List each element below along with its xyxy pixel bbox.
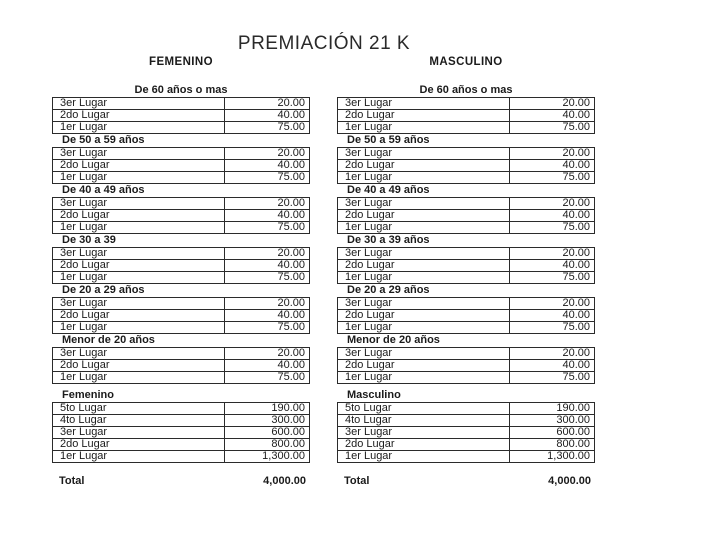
age-section-header: De 40 a 49 años [347,184,430,196]
prize-row [53,310,310,322]
prize-row [53,172,310,184]
prize-label: 3er Lugar [338,198,510,210]
prize-amount: 20.00 [225,348,310,360]
prize-label: 3er Lugar [53,248,225,260]
prize-label: 3er Lugar [53,98,225,110]
prize-amount: 75.00 [510,272,595,284]
prize-amount: 40.00 [510,310,595,322]
prize-table [337,147,595,184]
prize-amount: 20.00 [225,98,310,110]
prize-amount: 20.00 [510,198,595,210]
prize-label: 2do Lugar [338,210,510,222]
prize-amount: 20.00 [225,198,310,210]
prize-row [53,403,310,415]
prize-row [53,298,310,310]
prize-amount: 75.00 [225,322,310,334]
prize-row [338,198,595,210]
age-section-header: Menor de 20 años [347,334,440,346]
gender-label: FEMENINO [149,56,213,68]
prize-label: 2do Lugar [338,439,510,451]
prize-label: 3er Lugar [53,298,225,310]
prize-table [337,297,595,334]
prize-row [53,372,310,384]
prize-row [338,439,595,451]
prize-label: 2do Lugar [53,439,225,451]
prize-amount: 20.00 [225,248,310,260]
prize-amount: 75.00 [225,222,310,234]
prize-label: 1er Lugar [338,172,510,184]
age-section [52,184,310,234]
prize-table [337,347,595,384]
prize-row [338,210,595,222]
age-sections [337,84,595,384]
prize-amount: 20.00 [510,248,595,260]
prize-row [338,322,595,334]
prize-label: 1er Lugar [53,322,225,334]
prize-label: 1er Lugar [338,272,510,284]
prize-row [338,372,595,384]
prize-label: 2do Lugar [53,310,225,322]
prize-row [338,360,595,372]
prize-amount: 20.00 [225,298,310,310]
prize-amount: 75.00 [225,372,310,384]
page-title: PREMIACIÓN 21 K [237,33,411,54]
prize-amount: 1,300.00 [225,451,310,463]
prize-row [53,198,310,210]
age-section [337,134,595,184]
prize-row [53,260,310,272]
prize-label: 1er Lugar [53,172,225,184]
prize-label: 2do Lugar [53,110,225,122]
overall-section-header: Masculino [347,389,401,401]
prize-amount: 40.00 [225,310,310,322]
prize-amount: 75.00 [225,172,310,184]
prize-row [338,272,595,284]
age-section-header: De 30 a 39 años [347,234,430,246]
gender-column [52,56,310,487]
age-sections [52,84,310,384]
prize-row [53,272,310,284]
age-section-header: De 60 años o mas [134,84,228,96]
prize-label: 1er Lugar [338,322,510,334]
age-section [52,134,310,184]
age-section-header: De 40 a 49 años [62,184,145,196]
prize-amount: 40.00 [225,210,310,222]
prize-row [53,360,310,372]
prize-label: 5to Lugar [338,403,510,415]
prize-label: 2do Lugar [338,310,510,322]
prize-table [337,97,595,134]
prize-row [53,160,310,172]
prize-amount: 75.00 [510,222,595,234]
prize-amount: 75.00 [510,322,595,334]
prize-row [53,148,310,160]
overall-section [52,389,310,463]
prize-amount: 40.00 [225,260,310,272]
prize-row [338,310,595,322]
gender-column [337,56,595,487]
age-section [52,84,310,134]
prize-label: 3er Lugar [53,148,225,160]
prize-amount: 20.00 [510,298,595,310]
prize-row [338,348,595,360]
age-section-header: De 50 a 59 años [347,134,430,146]
prize-label: 2do Lugar [338,260,510,272]
total-row [337,475,595,487]
prize-amount: 300.00 [225,415,310,427]
prize-table [337,247,595,284]
total-amount: 4,000.00 [548,475,591,487]
age-section-header: De 60 años o mas [419,84,513,96]
prize-row [53,415,310,427]
prize-amount: 190.00 [510,403,595,415]
prize-amount: 600.00 [510,427,595,439]
prize-label: 3er Lugar [53,427,225,439]
age-section [52,334,310,384]
prize-row [53,248,310,260]
overall-prize-table [52,402,310,463]
prize-label: 3er Lugar [338,427,510,439]
prize-label: 3er Lugar [338,348,510,360]
prize-label: 2do Lugar [338,110,510,122]
prize-table [52,247,310,284]
prize-amount: 40.00 [510,210,595,222]
total-label: Total [344,475,370,487]
age-section-header: De 50 a 59 años [62,134,145,146]
prize-row [338,427,595,439]
prize-row [53,322,310,334]
prize-row [338,122,595,134]
age-section-header: Menor de 20 años [62,334,155,346]
prize-row [338,298,595,310]
prize-amount: 20.00 [510,348,595,360]
prize-label: 1er Lugar [338,222,510,234]
prize-amount: 800.00 [225,439,310,451]
prize-amount: 75.00 [225,272,310,284]
prize-row [53,98,310,110]
prize-row [338,451,595,463]
prize-row [338,148,595,160]
prize-row [338,172,595,184]
prize-amount: 20.00 [510,148,595,160]
age-section [337,84,595,134]
prize-label: 2do Lugar [53,210,225,222]
prize-amount: 40.00 [225,160,310,172]
age-section [337,334,595,384]
prize-amount: 75.00 [510,372,595,384]
prize-label: 1er Lugar [338,451,510,463]
prize-row [338,403,595,415]
prize-label: 3er Lugar [338,298,510,310]
prize-label: 1er Lugar [53,372,225,384]
prize-row [53,439,310,451]
age-section [337,184,595,234]
prize-label: 4to Lugar [338,415,510,427]
prize-table [337,197,595,234]
total-amount: 4,000.00 [263,475,306,487]
prize-label: 3er Lugar [53,348,225,360]
prize-label: 1er Lugar [53,451,225,463]
prize-label: 5to Lugar [53,403,225,415]
prize-amount: 40.00 [510,110,595,122]
prize-amount: 75.00 [510,122,595,134]
prize-row [338,160,595,172]
prize-row [338,110,595,122]
prize-row [338,222,595,234]
prize-label: 2do Lugar [338,160,510,172]
prize-amount: 1,300.00 [510,451,595,463]
prize-amount: 190.00 [225,403,310,415]
total-row [52,475,310,487]
prize-amount: 40.00 [510,160,595,172]
prize-amount: 40.00 [510,360,595,372]
columns-container [52,56,595,487]
prize-label: 3er Lugar [338,98,510,110]
gender-label: MASCULINO [429,56,503,68]
prize-table [52,97,310,134]
prize-label: 3er Lugar [338,248,510,260]
prize-amount: 300.00 [510,415,595,427]
overall-section-header: Femenino [62,389,114,401]
total-label: Total [59,475,85,487]
age-section-header: De 30 a 39 [62,234,116,246]
prize-amount: 40.00 [510,260,595,272]
prize-label: 1er Lugar [338,122,510,134]
prize-label: 4to Lugar [53,415,225,427]
prize-label: 1er Lugar [338,372,510,384]
prize-row [53,222,310,234]
age-section [337,284,595,334]
prize-row [338,260,595,272]
prize-label: 3er Lugar [53,198,225,210]
prize-row [53,427,310,439]
prize-row [53,451,310,463]
prize-label: 1er Lugar [53,122,225,134]
prize-table [52,347,310,384]
prize-label: 2do Lugar [53,260,225,272]
prize-amount: 75.00 [510,172,595,184]
prize-label: 3er Lugar [338,148,510,160]
prize-row [338,248,595,260]
prize-row [53,210,310,222]
prize-amount: 20.00 [510,98,595,110]
prize-amount: 75.00 [225,122,310,134]
age-section [52,284,310,334]
prize-row [338,415,595,427]
prize-label: 2do Lugar [53,160,225,172]
prize-row [53,110,310,122]
prize-table [52,297,310,334]
prize-label: 1er Lugar [53,272,225,284]
prize-row [338,98,595,110]
prize-label: 2do Lugar [338,360,510,372]
prize-amount: 40.00 [225,360,310,372]
overall-prize-table [337,402,595,463]
prize-row [53,348,310,360]
age-section-header: De 20 a 29 años [62,284,145,296]
prize-table [52,197,310,234]
prize-table [52,147,310,184]
age-section [337,234,595,284]
prize-label: 2do Lugar [53,360,225,372]
prize-amount: 600.00 [225,427,310,439]
prize-row [53,122,310,134]
overall-section [337,389,595,463]
prize-label: 1er Lugar [53,222,225,234]
prize-amount: 40.00 [225,110,310,122]
age-section [52,234,310,284]
prize-amount: 800.00 [510,439,595,451]
age-section-header: De 20 a 29 años [347,284,430,296]
prize-amount: 20.00 [225,148,310,160]
